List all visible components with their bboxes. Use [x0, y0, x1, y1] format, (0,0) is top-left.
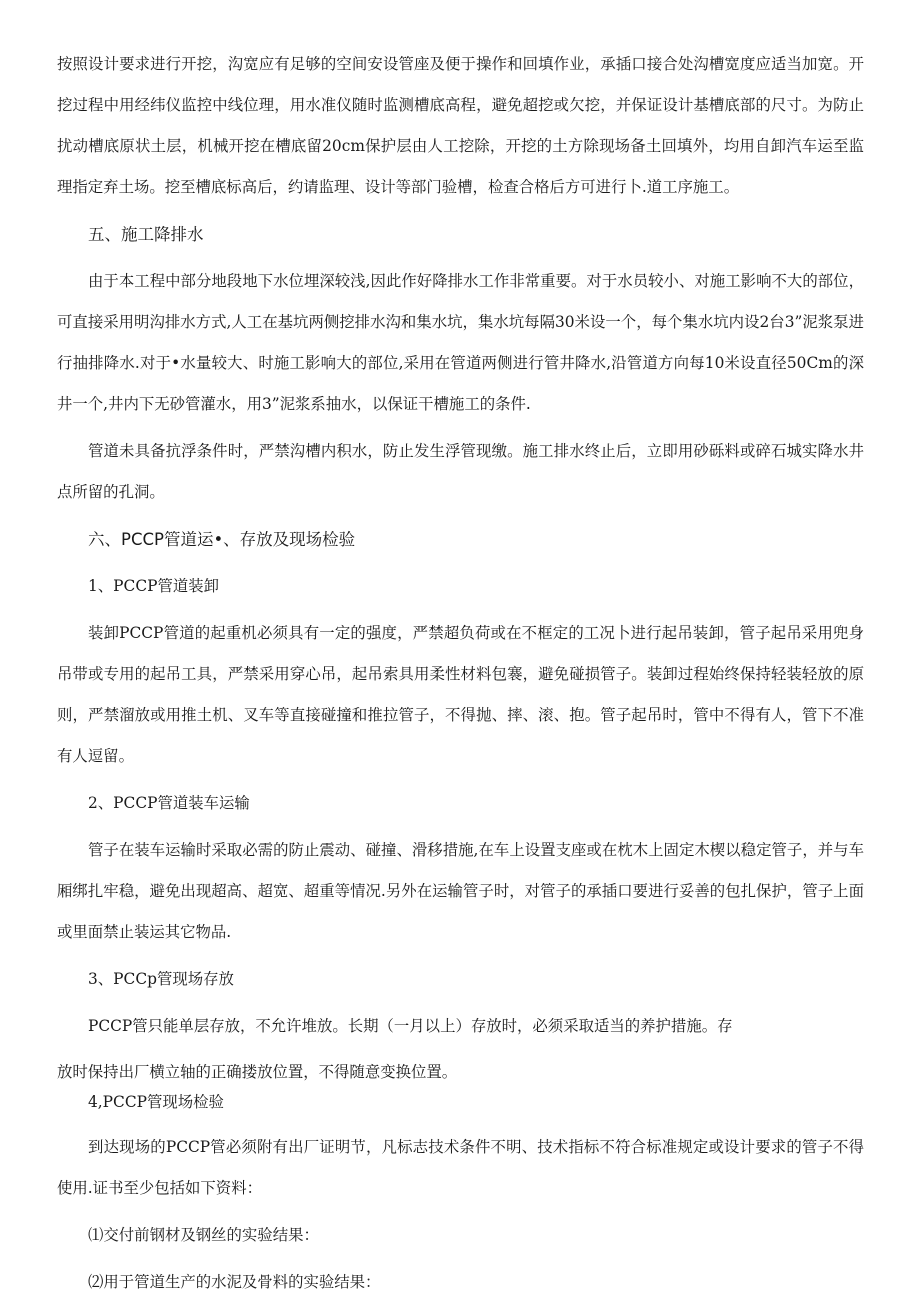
paragraph-inspection: 到达现场的PCCP管必须附有出厂证明节，凡标志技术条件不明、技术指标不符合标准规定或设计要求的管子不得使用.证书至少包括如下资料：	[57, 1138, 864, 1197]
subheading-vehicle-transport: 2、PCCP管道装车运输	[88, 794, 250, 812]
paragraph-excavation: 按照设计要求进行开挖，沟宽应有足够的空间安设管座及便于操作和回填作业，承插口接合处沟槽宽度应适当加宽。开挖过程中用经纬仪监控中线位理，用水准仪随时监测槽底高程，避免超挖或欠挖，并保证设计基槽底部的尺寸。为防止扰动槽底原状土层，机械开挖在槽底留20cm保护层由人工挖除，开挖的土方除现场备土回填外，均用自卸汽车运至监理指定弃土场。挖至槽底标高后，约请监理、设计等部门验槽，检查合格后方可进行卜.道工序施工。	[57, 55, 864, 196]
subheading-storage: 3、PCCp管现场存放	[88, 970, 234, 988]
heading-pccp-transport: 六、PCCP管道运•、存放及现场检验	[88, 530, 356, 549]
list-item-steel-tests: ⑴交付前钢材及钢丝的实验结果：	[88, 1226, 319, 1244]
paragraph-storage-line1: PCCP管只能单层存放，不允许堆放。长期（一月以上）存放时，必须采取适当的养护措施。存	[88, 1017, 733, 1035]
paragraph-dewatering: 由于本工程中部分地段地下水位埋深较浅,因此作好降排水工作非常重要。对于水员较小、对施工影响不大的部位，可直接采用明沟排水方式,人工在基坑两侧挖排水沟和集水坑，集水坑每隔30米设一个，每个集水坑内设2台3”泥浆泵进行抽排降水.对于•水量较大、时施工影响大的部位,采用在管道两侧进行管井降水,沿管道方向每10米设直径50Cm的深井一个,井内下无砂管灌水，用3”泥浆系抽水，以保证干槽施工的条件.	[57, 272, 864, 413]
heading-dewatering: 五、施工降排水	[88, 225, 204, 244]
list-item-cement-tests: ⑵用于管道生产的水泥及骨料的实验结果：	[88, 1273, 381, 1291]
paragraph-anti-floating: 管道未具备抗浮条件时，严禁沟槽内积水，防止发生浮管现缴。施工排水终止后，立即用砂砾料或碎石城实降水井点所留的孔洞。	[57, 442, 864, 501]
subheading-inspection: 4,PCCP管现场检验	[88, 1093, 224, 1111]
paragraph-vehicle-transport: 管子在装车运输时采取必需的防止震动、碰撞、滑移措施,在车上设置支座或在枕木上固定木楔以稳定管子，并与车厢绑扎牢稳，避免出现超高、超宽、超重等情况.另外在运输管子时，对管子的承插口要进行妥善的包扎保护，管子上面或里面禁止装运其它物品.	[57, 841, 864, 941]
paragraph-loading: 装卸PCCP管道的起重机必须具有一定的强度，严禁超负荷或在不框定的工况卜进行起吊装卸，管子起吊采用兜身吊带或专用的起吊工具，严禁采用穿心吊，起吊索具用柔性材料包褰，避免碰损管子。装卸过程始终保持轻装轻放的原则，严禁溜放或用推土机、叉车等直接碰撞和推拉管子，不得抛、摔、滚、抱。管子起吊时，管中不得有人，管下不准有人逗留。	[57, 624, 864, 765]
paragraph-storage-line2: 放时保持出厂横立轴的正确搂放位置，不得随意变换位置。	[57, 1063, 458, 1081]
subheading-loading: 1、PCCP管道装卸	[88, 577, 220, 595]
